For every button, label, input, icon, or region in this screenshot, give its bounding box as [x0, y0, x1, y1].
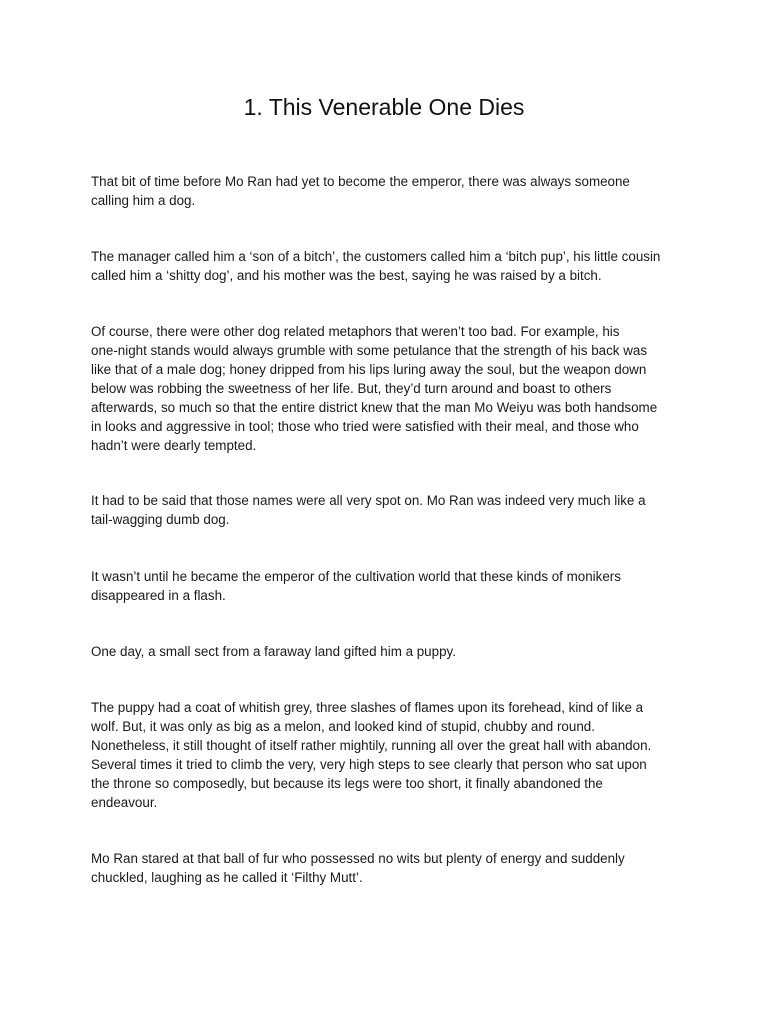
paragraph-line: called him a ‘shitty dog’, and his mother was the best, saying he was raised by a bitch. [91, 268, 602, 283]
paragraph-8 [91, 849, 691, 887]
paragraph-line: chuckled, laughing as he called it ‘Filthy Mutt’. [91, 870, 363, 885]
paragraph-line: calling him a dog. [91, 193, 196, 208]
paragraph-line: Several times it tried to climb the very, very high steps to see clearly that person who sat upon [91, 757, 647, 772]
paragraph-2 [91, 247, 691, 285]
paragraph-line: Nonetheless, it still thought of itself rather mightily, running all over the great hall with abandon. [91, 738, 652, 753]
paragraph-line: in looks and aggressive in tool; those who tried were satisfied with their meal, and those who [91, 419, 639, 434]
paragraph-line: hadn’t were dearly tempted. [91, 438, 257, 453]
paragraph-line: wolf. But, it was only as big as a melon, and looked kind of stupid, chubby and round. [91, 719, 595, 734]
paragraph-line: That bit of time before Mo Ran had yet to become the emperor, there was always someone [91, 174, 630, 189]
paragraph-line: disappeared in a flash. [91, 588, 226, 603]
paragraph-line: the throne so composedly, but because its legs were too short, it finally abandoned the [91, 776, 603, 791]
document-title: 1. This Venerable One Dies [243, 94, 525, 120]
paragraph-7 [91, 698, 691, 812]
paragraph-line: Of course, there were other dog related metaphors that weren’t too bad. For example, his [91, 324, 620, 339]
paragraph-line: The manager called him a ‘son of a bitch’, the customers called him a ‘bitch pup’, his little cousin [91, 249, 661, 264]
paragraph-line: One day, a small sect from a faraway land gifted him a puppy. [91, 644, 456, 659]
paragraph-line: It wasn’t until he became the emperor of the cultivation world that these kinds of monikers [91, 569, 621, 584]
paragraph-line: afterwards, so much so that the entire district knew that the man Mo Weiyu was both handsome [91, 400, 658, 415]
paragraph-3 [91, 322, 691, 455]
paragraph-line: like that of a male dog; honey dripped from his lips luring away the soul, but the weapon down [91, 362, 647, 377]
paragraph-6 [91, 642, 691, 661]
paragraph-line: The puppy had a coat of whitish grey, three slashes of flames upon its forehead, kind of like a [91, 700, 644, 715]
paragraph-line: Mo Ran stared at that ball of fur who possessed no wits but plenty of energy and suddenly [91, 851, 625, 866]
paragraph-4 [91, 491, 691, 529]
paragraph-1 [91, 172, 691, 210]
paragraph-line: one-night stands would always grumble with some petulance that the strength of his back was [91, 343, 648, 358]
paragraph-line: below was robbing the sweetness of her life. But, they’d turn around and boast to others [91, 381, 612, 396]
paragraph-line: It had to be said that those names were all very spot on. Mo Ran was indeed very much like a [91, 493, 646, 508]
paragraph-5 [91, 567, 691, 605]
paragraph-line: endeavour. [91, 795, 158, 810]
paragraph-line: tail-wagging dumb dog. [91, 512, 230, 527]
